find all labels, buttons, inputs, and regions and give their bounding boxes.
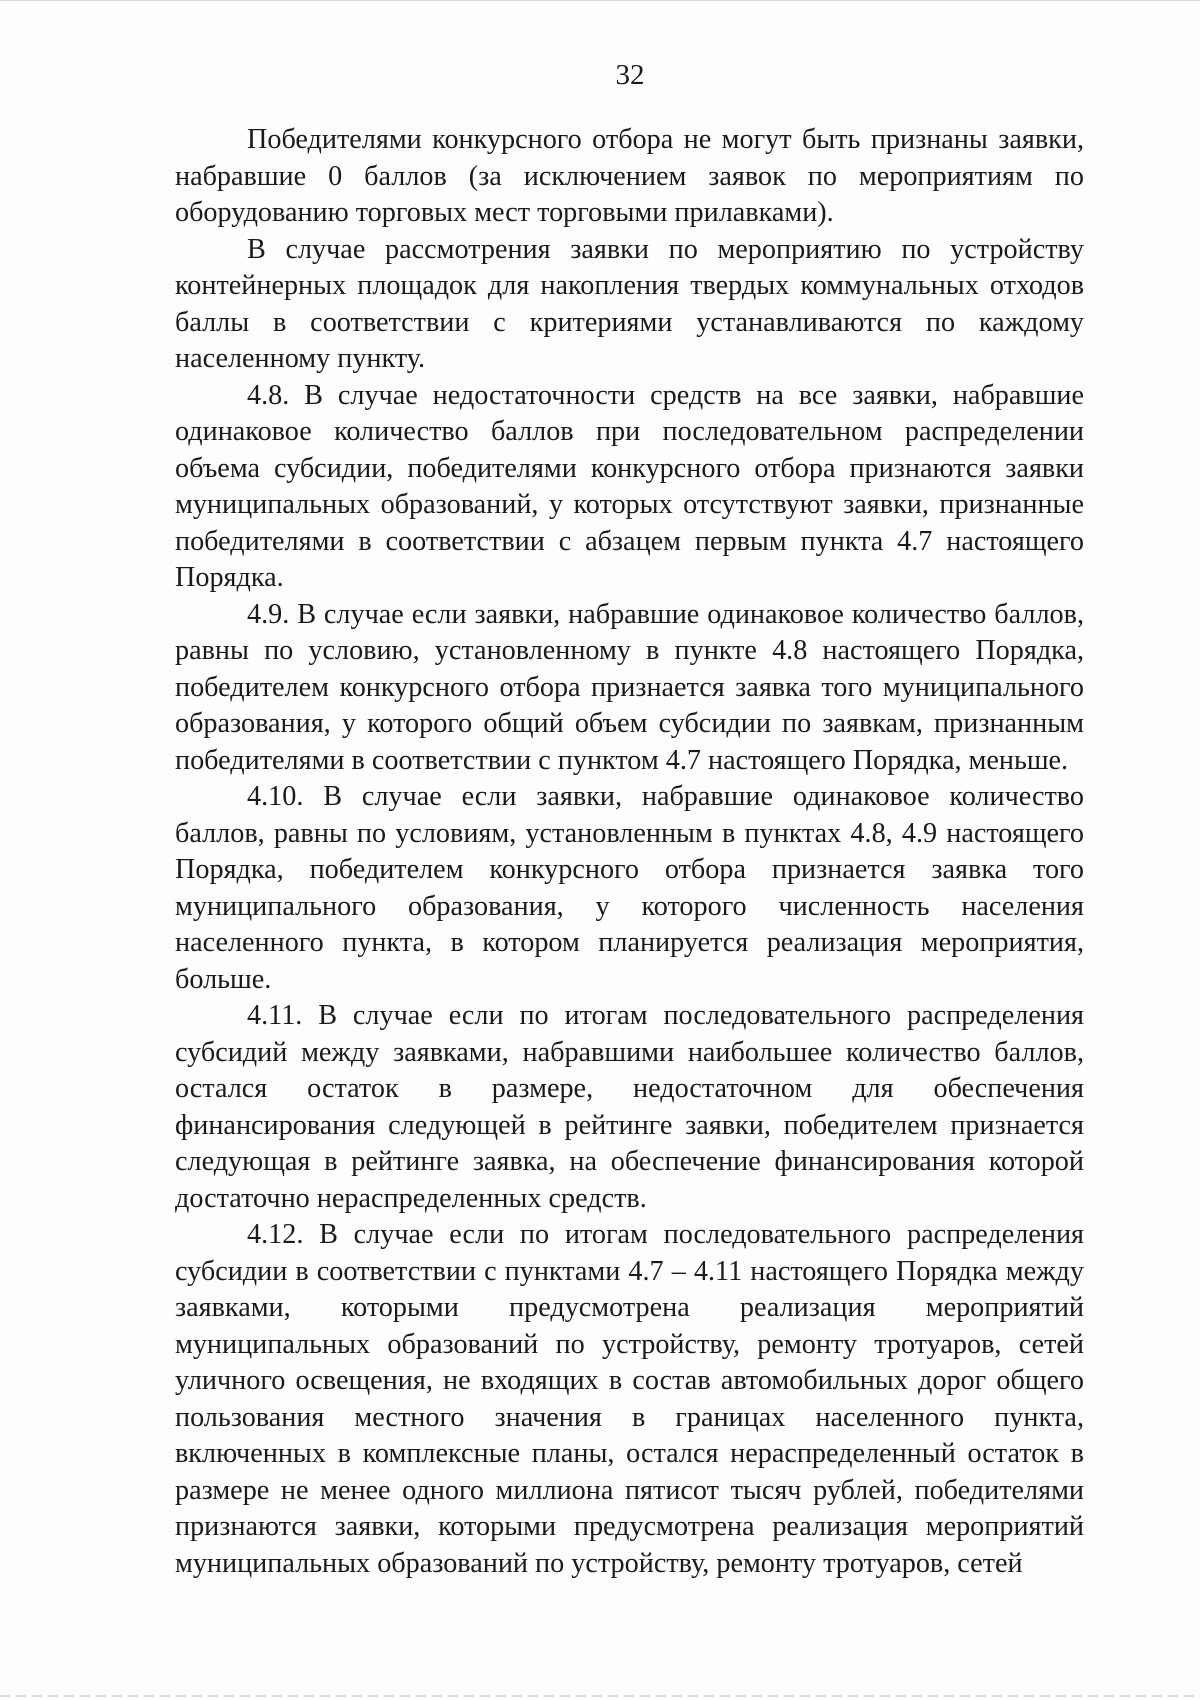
paragraph-4-11: 4.11. В случае если по итогам последовательного распределения субсидий между заявками, набравшими наибольшее количество баллов, остался остаток в размере, недостаточном для обеспечения финансирования следующей в рейтинге заявки, победителем признается следующая в рейтинге заявка, на обеспечение финансирования которой достаточно нераспределенных средств.	[175, 1000, 1084, 1214]
paragraph-4-10: 4.10. В случае если заявки, набравшие одинаковое количество баллов, равны по условиям, установленным в пунктах 4.8, 4.9 настоящего Порядка, победителем конкурсного отбора признается заявка того муниципального образования, у которого численность населения населенного пункта, в котором планируется реализация мероприятия, больше.	[175, 781, 1084, 995]
paragraph-container-sites: В случае рассмотрения заявки по мероприятию по устройству контейнерных площадок для накопления твердых коммунальных отходов баллы в соответствии с критериями устанавливаются по каждому населенному пункту.	[175, 233, 1084, 374]
paragraph-4-12: 4.12. В случае если по итогам последовательного распределения субсидии в соответствии с пунктами 4.7 – 4.11 настоящего Порядка между заявками, которыми предусмотрена реализация мероприятий муниципальных образований по устройству, ремонту тротуаров, сетей уличного освещения, не входящих в состав автомобильных дорог общего пользования местного значения в границах населенного пункта, включенных в комплексные планы, остался нераспределенный остаток в размере не менее одного миллиона пятисот тысяч рублей, победителями признаются заявки, которыми предусмотрена реализация мероприятий муниципальных образований по устройству, ремонту тротуаров, сетей	[175, 1219, 1084, 1579]
scan-edge-artifact	[0, 1695, 1200, 1697]
paragraph-winners-zero-points: Победителями конкурсного отбора не могут быть признаны заявки, набравшие 0 баллов (за исключением заявок по мероприятиям по оборудованию торговых мест торговыми прилавками).	[175, 124, 1084, 228]
paragraph-4-8: 4.8. В случае недостаточности средств на все заявки, набравшие одинаковое количество баллов при последовательном распределении объема субсидии, победителями конкурсного отбора признаются заявки муниципальных образований, у которых отсутствуют заявки, признанные победителями в соответствии с абзацем первым пункта 4.7 настоящего Порядка.	[175, 379, 1084, 593]
page-number: 32	[615, 59, 645, 91]
document-body	[175, 122, 1084, 1582]
paragraph-4-9: 4.9. В случае если заявки, набравшие одинаковое количество баллов, равны по условию, установленному в пункте 4.8 настоящего Порядка, победителем конкурсного отбора признается заявка того муниципального образования, у которого общий объем субсидии по заявкам, признанным победителями в соответствии с пунктом 4.7 настоящего Порядка, меньше.	[175, 598, 1084, 776]
